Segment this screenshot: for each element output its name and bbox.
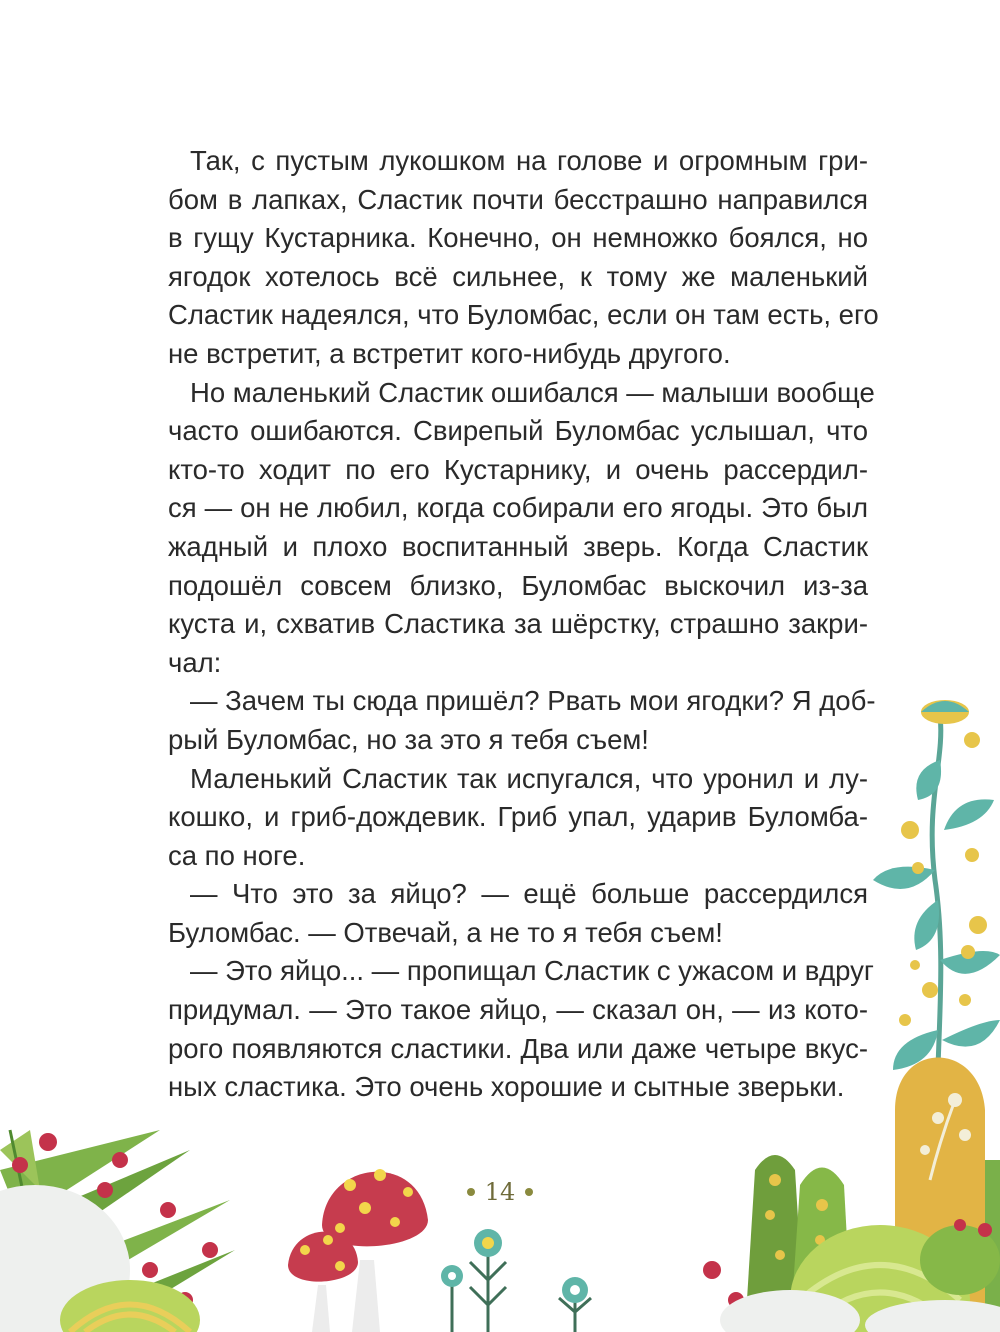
text-line: ных сластика. Это очень хорошие и сытные зверьки.	[168, 1071, 845, 1103]
text-line: ся — он не любил, когда собирали его ягоды. Это был	[168, 492, 868, 524]
text-line: — Это яйцо... — пропищал Сластик с ужасом и вдруг	[190, 955, 874, 987]
berry-bush-icon	[0, 1130, 235, 1332]
text-line: куста и, схватив Сластика за шёрстку, страшно закри-	[168, 608, 868, 640]
text-line: Буломбас. — Отвечай, а не то я тебя съем!	[168, 916, 723, 948]
page-footer	[440, 1172, 560, 1212]
text-line: бом в лапках, Сластик почти бесстрашно направился	[168, 183, 868, 215]
dot-ornament	[525, 1188, 533, 1196]
text-line: чал:	[168, 646, 222, 678]
text-line: не встретит, а встретит кого-нибудь другого.	[168, 337, 731, 369]
text-line: Сластик надеялся, что Буломбас, если он там есть, его	[168, 299, 879, 331]
text-line: часто ошибаются. Свирепый Буломбас услышал, что	[168, 415, 868, 447]
page-number: 14	[484, 1178, 516, 1206]
text-line: са по ноге.	[168, 839, 306, 871]
text-line: кто-то ходит по его Кустарнику, и очень рассердил-	[168, 453, 868, 485]
text-line: рого появляются сластики. Два или даже четыре вкус-	[168, 1032, 868, 1064]
text-line: рый Буломбас, но за это я тебя съем!	[168, 723, 649, 755]
text-line: жадный и плохо воспитанный зверь. Когда Сластик	[168, 530, 868, 562]
flower-icon	[441, 1229, 591, 1332]
text-line: кошко, и гриб-дождевик. Гриб упал, ударив Буломба-	[168, 801, 868, 833]
text-line: — Что это за яйцо? — ещё больше рассердился	[190, 878, 868, 910]
text-line: Маленький Сластик так испугался, что уронил и лу-	[190, 762, 868, 794]
text-line: подошёл совсем близко, Буломбас выскочил из-за	[168, 569, 868, 601]
text-line: придумал. — Это такое яйцо, — сказал он, — из кото-	[168, 994, 868, 1026]
text-line: Но маленький Сластик ошибался — малыши вообще	[190, 376, 875, 408]
dot-ornament	[467, 1188, 475, 1196]
story-text	[168, 142, 879, 1107]
text-line: ягодок хотелось всё сильнее, к тому же маленький	[168, 260, 868, 292]
mushroom-icon	[288, 1169, 428, 1332]
text-line: Так, с пустым лукошком на голове и огромным гри-	[190, 145, 868, 176]
text-line: в гущу Кустарника. Конечно, он немножко боялся, но	[168, 222, 868, 254]
text-line: — Зачем ты сюда пришёл? Рвать мои ягодки? Я доб-	[190, 685, 876, 717]
